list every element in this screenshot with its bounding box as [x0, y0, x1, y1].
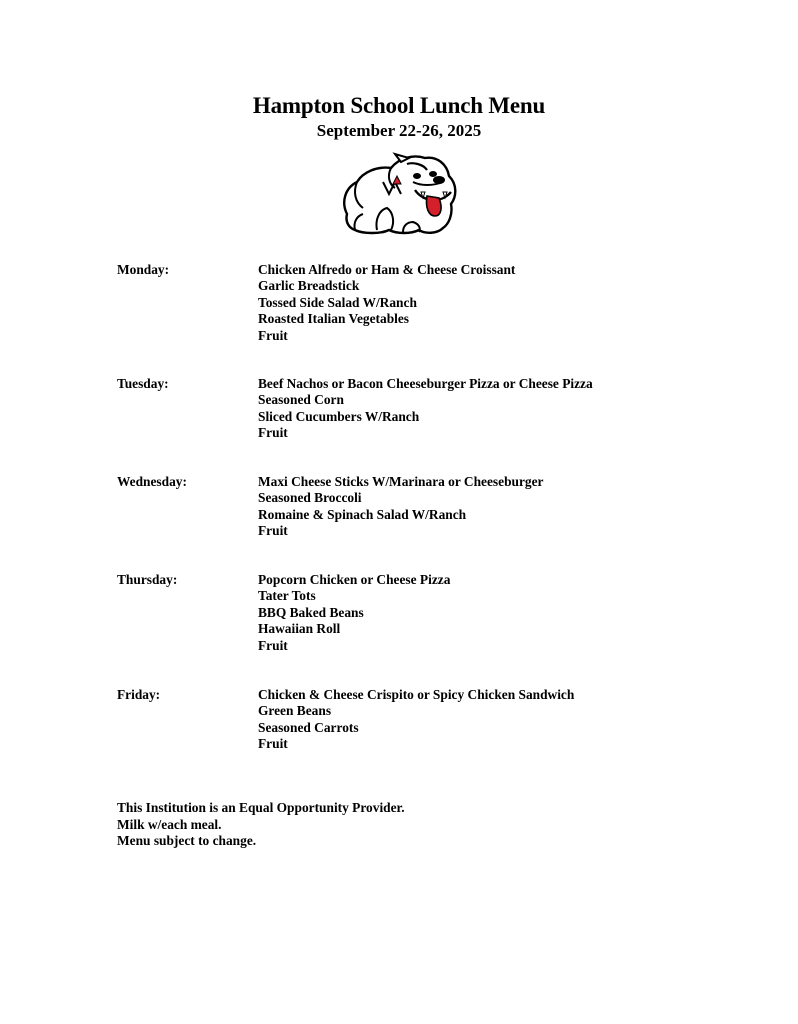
menu-item: Roasted Italian Vegetables — [258, 311, 410, 327]
menu-item: Maxi Cheese Sticks W/Marinara or Cheeseburger — [258, 474, 544, 489]
menu-item: Hawaiian Roll — [258, 621, 341, 637]
menu-item: Seasoned Broccoli — [258, 490, 362, 506]
menu-item: Sliced Cucumbers W/Ranch — [258, 408, 420, 424]
menu-item: Tater Tots — [258, 588, 316, 604]
menu-item: Tossed Side Salad W/Ranch — [258, 294, 417, 310]
menu-items-list — [258, 376, 738, 442]
menu-item: Fruit — [258, 523, 288, 539]
menu-item: Seasoned Corn — [258, 392, 344, 408]
menu-item: Chicken Alfredo or Ham & Cheese Croissant — [258, 262, 516, 277]
menu-item: Fruit — [258, 327, 288, 343]
menu-items-list — [258, 572, 738, 654]
day-label: Friday: — [117, 687, 161, 702]
menu-item: Beef Nachos or Bacon Cheeseburger Pizza or Cheese Pizza — [258, 376, 593, 391]
bulldog-mascot-icon — [333, 152, 461, 236]
menu-item: BBQ Baked Beans — [258, 604, 364, 620]
menu-item: Chicken & Cheese Crispito or Spicy Chicken Sandwich — [258, 687, 575, 702]
day-label: Thursday: — [117, 572, 178, 587]
menu-item: Garlic Breadstick — [258, 278, 360, 294]
menu-items-list — [258, 687, 738, 753]
day-label: Tuesday: — [117, 376, 169, 391]
menu-item: Fruit — [258, 736, 288, 752]
menu-items-list — [258, 262, 738, 344]
menu-item: Popcorn Chicken or Cheese Pizza — [258, 572, 451, 587]
menu-item: Fruit — [258, 637, 288, 653]
menu-item: Romaine & Spinach Salad W/Ranch — [258, 506, 467, 522]
menu-change-note: Menu subject to change. — [117, 833, 257, 849]
menu-item: Green Beans — [258, 703, 332, 719]
menu-item: Fruit — [258, 425, 288, 441]
milk-note: Milk w/each meal. — [117, 816, 222, 832]
day-label: Wednesday: — [117, 474, 187, 489]
date-range: September 22-26, 2025 — [316, 121, 482, 140]
equal-opportunity-note: This Institution is an Equal Opportunity Provider. — [117, 800, 405, 815]
menu-item: Seasoned Carrots — [258, 719, 359, 735]
footer-notes — [117, 800, 405, 850]
page-title: Hampton School Lunch Menu — [252, 93, 546, 118]
menu-items-list — [258, 474, 738, 540]
day-label: Monday: — [117, 262, 170, 277]
